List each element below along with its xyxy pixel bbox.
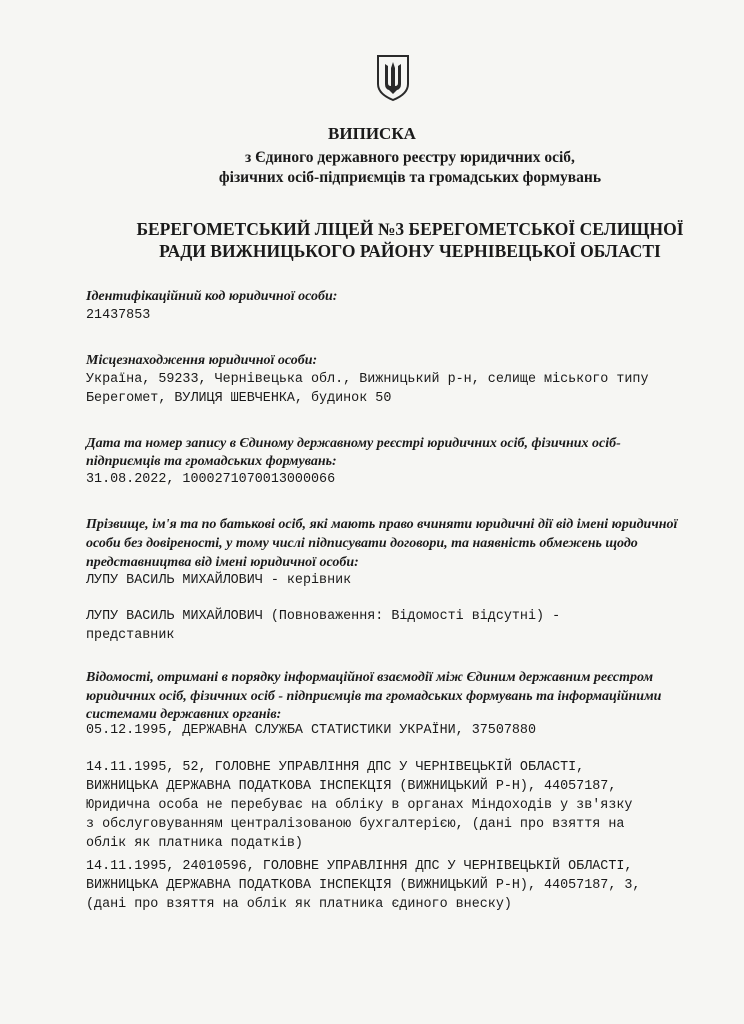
record-label-line-2: підприємців та громадських формувань: bbox=[86, 454, 337, 469]
info-entry-3-line-1: 14.11.1995, 24010596, ГОЛОВНЕ УПРАВЛІННЯ ДПС У ЧЕРНІВЕЦЬКІЙ ОБЛАСТІ, bbox=[86, 859, 633, 874]
persons-representative-line-2: представник bbox=[86, 628, 175, 643]
location-line-1: Україна, 59233, Чернівецька обл., Вижницький р-н, селище міського типу bbox=[86, 372, 649, 387]
info-entry-2-line-3: Юридична особа не перебуває на обліку в органах Міндоходів у зв'язку bbox=[86, 798, 633, 813]
info-entry-2-line-1: 14.11.1995, 52, ГОЛОВНЕ УПРАВЛІННЯ ДПС У ЧЕРНІВЕЦЬКІЙ ОБЛАСТІ, bbox=[86, 760, 585, 775]
code-value: 21437853 bbox=[86, 308, 151, 323]
record-value: 31.08.2022, 1000271070013000066 bbox=[86, 472, 336, 487]
persons-head: ЛУПУ ВАСИЛЬ МИХАЙЛОВИЧ - керівник bbox=[86, 573, 352, 588]
document-subtitle bbox=[60, 148, 744, 188]
info-label-line-2: юридичних осіб, фізичних осіб - підприємців та громадських формувань та інформаційними bbox=[86, 689, 662, 704]
persons-label-line-3: представництва від імені юридичної особи: bbox=[86, 555, 359, 570]
entity-name bbox=[60, 218, 744, 262]
entity-name-line-1: БЕРЕГОМЕТСЬКИЙ ЛІЦЕЙ №3 БЕРЕГОМЕТСЬКОЇ СЕЛИЩНОЇ bbox=[136, 219, 684, 239]
info-entry-2-line-5: облік як платника податків) bbox=[86, 836, 303, 851]
location-label: Місцезнаходження юридичної особи: bbox=[86, 353, 318, 368]
info-entry-2-line-4: з обслуговуванням централізованою бухгалтерією, (дані про взяття на bbox=[86, 817, 625, 832]
persons-label-line-1: Прізвище, ім'я та по батькові осіб, які мають право вчиняти юридичні дії від імені юридичної bbox=[86, 517, 678, 532]
info-label-line-3: системами державних органів: bbox=[86, 707, 282, 722]
location-line-2: Берегомет, ВУЛИЦЯ ШЕВЧЕНКА, будинок 50 bbox=[86, 391, 392, 406]
info-entry-3-line-3: (дані про взяття на облік як платника єдиного внеску) bbox=[86, 897, 512, 912]
trident-coat-of-arms-icon bbox=[376, 54, 410, 102]
document-title: ВИПИСКА bbox=[328, 124, 416, 143]
info-entry-1: 05.12.1995, ДЕРЖАВНА СЛУЖБА СТАТИСТИКИ УКРАЇНИ, 37507880 bbox=[86, 723, 536, 738]
info-label-line-1: Відомості, отримані в порядку інформаційної взаємодії між Єдиним державним реєстром bbox=[86, 670, 654, 685]
info-entry-3-line-2: ВИЖНИЦЬКА ДЕРЖАВНА ПОДАТКОВА ІНСПЕКЦІЯ (ВИЖНИЦЬКИЙ Р-Н), 44057187, 3, bbox=[86, 878, 641, 893]
subtitle-line-2: фізичних осіб-підприємців та громадських формувань bbox=[218, 169, 602, 186]
persons-label-line-2: особи без довіреності, у тому числі підписувати договори, та наявність обмежень щодо bbox=[86, 536, 638, 551]
subtitle-line-1: з Єдиного державного реєстру юридичних осіб, bbox=[245, 149, 575, 166]
entity-name-line-2: РАДИ ВИЖНИЦЬКОГО РАЙОНУ ЧЕРНІВЕЦЬКОЇ ОБЛАСТІ bbox=[159, 241, 661, 261]
record-label-line-1: Дата та номер запису в Єдиному державному реєстрі юридичних осіб, фізичних осіб- bbox=[86, 436, 621, 451]
persons-representative-line-1: ЛУПУ ВАСИЛЬ МИХАЙЛОВИЧ (Повноваження: Відомості відсутні) - bbox=[86, 609, 561, 624]
info-entry-2-line-2: ВИЖНИЦЬКА ДЕРЖАВНА ПОДАТКОВА ІНСПЕКЦІЯ (ВИЖНИЦЬКИЙ Р-Н), 44057187, bbox=[86, 779, 617, 794]
code-label: Ідентифікаційний код юридичної особи: bbox=[86, 289, 338, 304]
